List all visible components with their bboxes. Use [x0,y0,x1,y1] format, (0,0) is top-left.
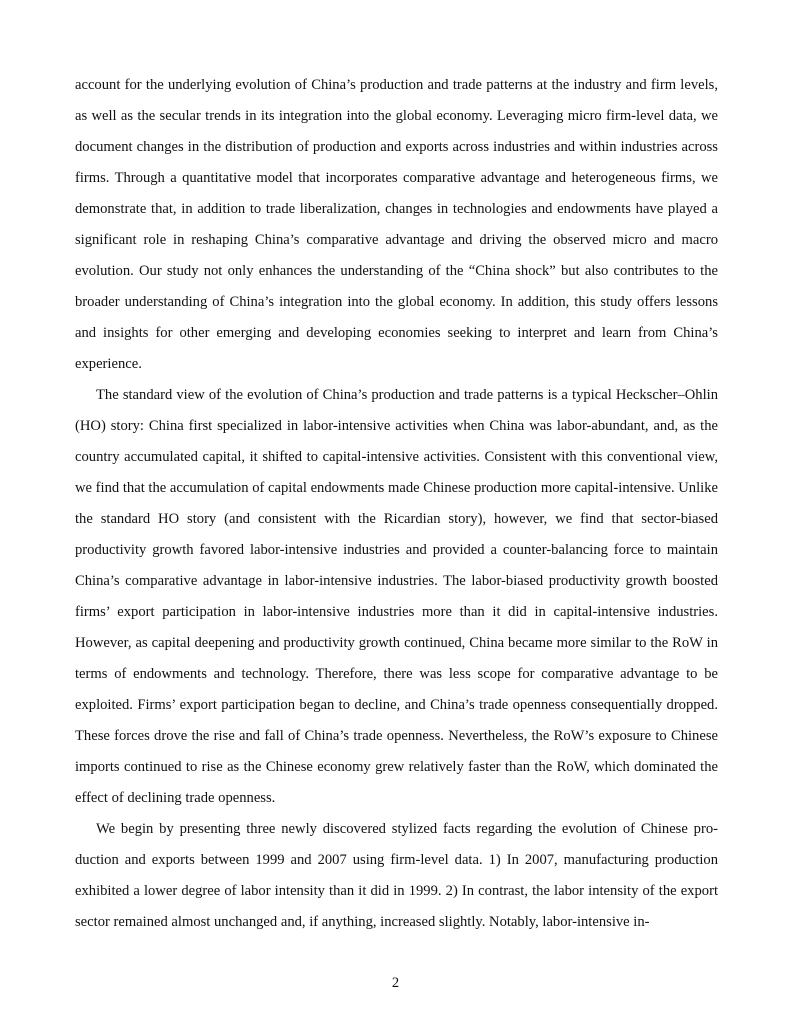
page-body [75,70,718,938]
paragraph-2: The standard view of the evolution of China’s production and trade patterns is a typical Heckscher–Ohlin (HO) story: China first specialized in labor-intensive activities when China was labor-abundant, and, as the country accumulated capital, it shifted to capital-intensive activities. Consistent with this conventional view, we find that the accumulation of capital endowments made Chinese production more capital-intensive. Unlike the standard HO story (and consistent with the Ricardian story), however, we find that sector-biased productivity growth favored labor-intensive industries and provided a counter-balancing force to maintain China’s comparative advantage in labor-intensive industries. The labor-biased productivity growth boosted firms’ export participation in labor-intensive industries more than it did in capital-intensive industries. However, as capital deepening and productivity growth continued, China became more similar to the RoW in terms of endowments and technology. Therefore, there was less scope for comparative advantage to be exploited. Firms’ export participation began to decline, and China’s trade openness consequentially dropped. These forces drove the rise and fall of China’s trade openness. Nevertheless, the RoW’s exposure to Chinese imports continued to rise as the Chinese economy grew relatively faster than the RoW, which dominated the effect of declining trade openness. [75,387,718,806]
paragraph-3: We begin by presenting three newly discovered stylized facts regarding the evolution of Chinese production and exports between 1999 and 2007 using firm-level data. 1) In 2007, manufacturing production exhibited a lower degree of labor intensity than it did in 1999. 2) In contrast, the labor intensity of the export sector remained almost unchanged and, if anything, increased slightly. Notably, labor-intensive in- [75,821,718,930]
paragraph-1: account for the underlying evolution of China’s production and trade patterns at the industry and firm levels, as well as the secular trends in its integration into the global economy. Leveraging micro firm-level data, we document changes in the distribution of production and exports across industries and within industries across firms. Through a quantitative model that incorporates comparative advantage and heterogeneous firms, we demonstrate that, in addition to trade liberalization, changes in technologies and endowments have played a significant role in reshaping China’s comparative advantage and driving the observed micro and macro evolution. Our study not only enhances the understanding of the “China shock” but also contributes to the broader understanding of China’s integration into the global economy. In addition, this study offers lessons and insights for other emerging and developing economies seeking to interpret and learn from China’s experience. [75,77,718,372]
page-number: 2 [391,975,400,991]
